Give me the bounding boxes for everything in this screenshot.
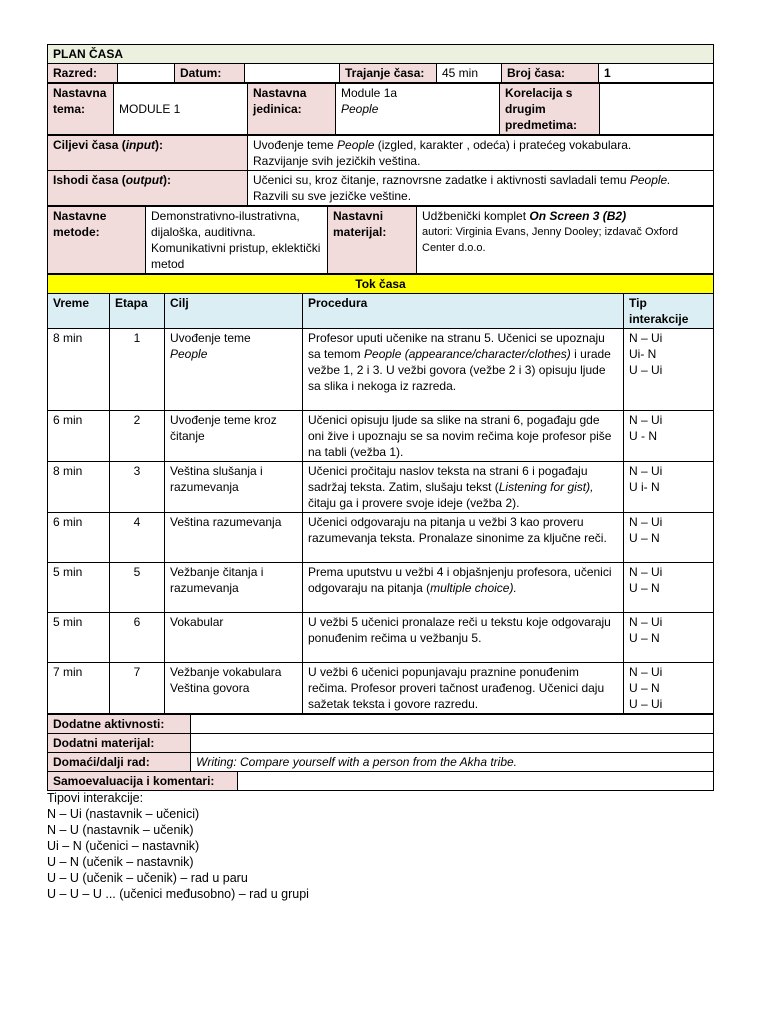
proc-text-italic: multiple choice).	[430, 581, 517, 595]
ciljevi-label	[48, 136, 248, 171]
dodatni-materijal-value[interactable]	[191, 734, 714, 753]
table-row-procedura: U vežbi 6 učenici popunjavaju praznine ponuđenim rečima. Profesor proveri tačnost urađenog. Učenici daju sažetak teksta i govore razredu.	[303, 663, 624, 714]
tok-title: Tok časa	[48, 275, 714, 294]
table-row-cilj: Uvođenje teme kroz čitanje	[165, 411, 303, 462]
table-row-cilj	[165, 329, 303, 411]
table-row-cilj: Vežbanje čitanja i razumevanja	[165, 563, 303, 613]
cilj-text: Veština govora	[170, 681, 250, 695]
table-row-vreme: 6 min	[48, 513, 110, 563]
table-row-tip	[624, 513, 714, 563]
ishodi-text-italic: People.	[629, 173, 671, 187]
table-row-procedura: Učenici opisuju ljude sa slike na strani 6, pogađaju gde oni žive i upoznaju se sa novim rečima koje profesor piše na tabli (vežba 1).	[303, 411, 624, 462]
table-row-vreme: 8 min	[48, 462, 110, 513]
tip-line: U – Ui	[629, 697, 663, 711]
materijal-book-title: On Screen 3 (B2)	[529, 209, 627, 223]
tip-line: U – N	[629, 581, 660, 595]
ishodi-text-1: Učenici su, kroz čitanje, raznovrsne zadatke i aktivnosti savladali temu	[253, 173, 630, 187]
tema-value[interactable]: MODULE 1	[114, 84, 248, 135]
materijal-label: Nastavni materijal:	[328, 207, 417, 274]
table-row-etapa: 5	[110, 563, 165, 613]
proc-text-rest: i urade vežbe 1, 2 i 3. U vežbi govora (vežbe 2 i 3) opisuju ljude sa slika i nekoga iz razreda.	[308, 347, 611, 393]
materijal-value[interactable]	[417, 207, 714, 274]
broj-label: Broj časa:	[502, 64, 599, 83]
metode-label: Nastavne metode:	[48, 207, 146, 274]
tip-line: U – N	[629, 631, 660, 645]
tip-line: N – Ui	[629, 413, 663, 427]
cilj-text: Uvođenje teme	[170, 331, 251, 345]
legend-title: Tipovi interakcije:	[47, 791, 144, 805]
broj-value[interactable]: 1	[599, 64, 714, 83]
jedinica-module: Module 1a	[341, 86, 398, 100]
ciljevi-text-1: Uvođenje teme	[253, 138, 338, 152]
table-row-vreme: 7 min	[48, 663, 110, 714]
samoevaluacija-value[interactable]	[238, 772, 714, 791]
table-row-tip	[624, 613, 714, 663]
header-table	[47, 44, 714, 83]
footer-table	[47, 714, 714, 791]
ishodi-value[interactable]	[248, 171, 714, 206]
legend-item: U – U – U ... (učenici međusobno) – rad u grupi	[47, 887, 309, 901]
tip-line: U - N	[629, 429, 657, 443]
tema-label: Nastavna tema:	[48, 84, 114, 135]
table-row-procedura	[303, 462, 624, 513]
table-row-procedura: U vežbi 5 učenici pronalaze reči u tekstu koje odgovaraju ponuđenim rečima u vežbanju 5.	[303, 613, 624, 663]
tip-line: N – Ui	[629, 615, 663, 629]
ciljevi-table	[47, 135, 714, 206]
ishodi-label	[48, 171, 248, 206]
tip-line: U – N	[629, 681, 660, 695]
datum-value[interactable]	[245, 64, 340, 83]
ishodi-label-italic: output	[125, 173, 164, 187]
proc-text: Prema uputstvu u vežbi 4 i objašnjenju profesora, učenici odgovaraju na pitanja (	[308, 565, 612, 595]
razred-label: Razred:	[48, 64, 118, 83]
legend-item: N – U (nastavnik – učenik)	[47, 823, 194, 837]
legend-item: N – Ui (nastavnik – učenici)	[47, 807, 200, 821]
table-row-tip	[624, 411, 714, 462]
tip-line: Ui- N	[629, 347, 657, 361]
plan-title: PLAN ČASA	[48, 45, 714, 64]
table-row-procedura: Učenici odgovaraju na pitanja u vežbi 3 kao proveru razumevanja teksta. Pronalaze sinonime za ključne reči.	[303, 513, 624, 563]
korelacija-label: Korelacija s drugim predmetima:	[500, 84, 600, 135]
col-tip: Tip interakcije	[624, 294, 714, 329]
domaci-value[interactable]: Writing: Compare yourself with a person from the Akha tribe.	[191, 753, 714, 772]
table-row-tip	[624, 563, 714, 613]
table-row-cilj	[165, 663, 303, 714]
cilj-text: Vežbanje vokabulara	[170, 665, 282, 679]
domaci-label: Domaći/dalji rad:	[48, 753, 191, 772]
ciljevi-line-2: Razvijanje svih jezičkih veština.	[253, 154, 421, 168]
legend-item: Ui – N (učenici – nastavnik)	[47, 839, 200, 853]
table-row-etapa: 4	[110, 513, 165, 563]
table-row-vreme: 6 min	[48, 411, 110, 462]
tip-line: N – Ui	[629, 665, 663, 679]
tip-line: U i- N	[629, 480, 660, 494]
jedinica-value[interactable]	[336, 84, 500, 135]
jedinica-people: People	[341, 102, 379, 116]
legend-item: U – U (učenik – učenik) – rad u paru	[47, 871, 248, 885]
col-cilj: Cilj	[165, 294, 303, 329]
col-etapa: Etapa	[110, 294, 165, 329]
proc-text: Učenici pročitaju naslov teksta na strani 6 i pogađaju sadržaj teksta. Zatim, slušaju tekst (	[308, 464, 588, 494]
trajanje-value[interactable]: 45 min	[437, 64, 502, 83]
tip-line: N – Ui	[629, 464, 663, 478]
tip-line: N – Ui	[629, 565, 663, 579]
materijal-text: Udžbenički komplet	[422, 209, 530, 223]
tip-line: N – Ui	[629, 515, 663, 529]
korelacija-value[interactable]	[600, 84, 714, 135]
ishodi-line-1	[253, 172, 708, 188]
metode-value[interactable]: Demonstrativno-ilustrativna, dijaloška, auditivna. Komunikativni pristup, eklektički metod	[146, 207, 328, 274]
table-row-cilj: Vokabular	[165, 613, 303, 663]
ishodi-label-prefix: Ishodi časa (	[53, 173, 126, 187]
table-row-etapa: 2	[110, 411, 165, 462]
ciljevi-text-italic: People	[337, 138, 375, 152]
ishodi-label-suffix: ):	[163, 173, 172, 187]
table-row-etapa: 7	[110, 663, 165, 714]
table-row-etapa: 3	[110, 462, 165, 513]
ciljevi-label-suffix: ):	[155, 138, 164, 152]
table-row-vreme: 5 min	[48, 563, 110, 613]
proc-text-italic: Listening for gist),	[498, 480, 594, 494]
dodatni-materijal-label: Dodatni materijal:	[48, 734, 191, 753]
tip-line: U – Ui	[629, 363, 663, 377]
metode-table	[47, 206, 714, 274]
proc-text: Profesor uputi učenike na stranu 5. Učenici se upoznaju sa temom	[308, 331, 605, 361]
col-vreme: Vreme	[48, 294, 110, 329]
table-row-vreme: 5 min	[48, 613, 110, 663]
table-row-procedura	[303, 563, 624, 613]
interaction-legend	[47, 790, 309, 902]
proc-text-italic: People (appearance/character/clothes)	[364, 347, 571, 361]
lesson-plan-sheet	[47, 44, 713, 791]
ciljevi-text-rest: (izgled, karakter , odeća) i pratećeg vokabulara.	[374, 138, 632, 152]
tok-table	[47, 274, 714, 714]
datum-label: Datum:	[175, 64, 245, 83]
ishodi-line-2: Razvili su sve jezičke veštine.	[253, 189, 412, 203]
cilj-text-italic: People	[170, 347, 208, 361]
dodatne-value[interactable]	[191, 715, 714, 734]
tema-table	[47, 83, 714, 135]
table-row-tip	[624, 663, 714, 714]
ciljevi-value[interactable]	[248, 136, 714, 171]
proc-text-rest: čitaju ga i provere svoje ideje (vežba 2).	[308, 496, 520, 510]
materijal-line-1	[422, 208, 708, 224]
table-row-tip	[624, 329, 714, 411]
table-row-vreme: 8 min	[48, 329, 110, 411]
razred-value[interactable]	[118, 64, 175, 83]
ciljevi-label-italic: input	[125, 138, 156, 152]
table-row-tip	[624, 462, 714, 513]
table-row-etapa: 1	[110, 329, 165, 411]
jedinica-label: Nastavna jedinica:	[248, 84, 336, 135]
trajanje-label: Trajanje časa:	[340, 64, 437, 83]
dodatne-label: Dodatne aktivnosti:	[48, 715, 191, 734]
legend-item: U – N (učenik – nastavnik)	[47, 855, 194, 869]
tip-line: N – Ui	[629, 331, 663, 345]
tip-line: U – N	[629, 531, 660, 545]
ciljevi-label-prefix: Ciljevi časa (	[53, 138, 126, 152]
table-row-procedura	[303, 329, 624, 411]
col-procedura: Procedura	[303, 294, 624, 329]
table-row-cilj: Veština razumevanja	[165, 513, 303, 563]
table-row-etapa: 6	[110, 613, 165, 663]
materijal-line-2: autori: Virginia Evans, Jenny Dooley; izdavač Oxford Center d.o.o.	[422, 226, 678, 254]
samoevaluacija-label: Samoevaluacija i komentari:	[48, 772, 238, 791]
table-row-cilj: Veština slušanja i razumevanja	[165, 462, 303, 513]
ciljevi-line-1	[253, 137, 708, 153]
